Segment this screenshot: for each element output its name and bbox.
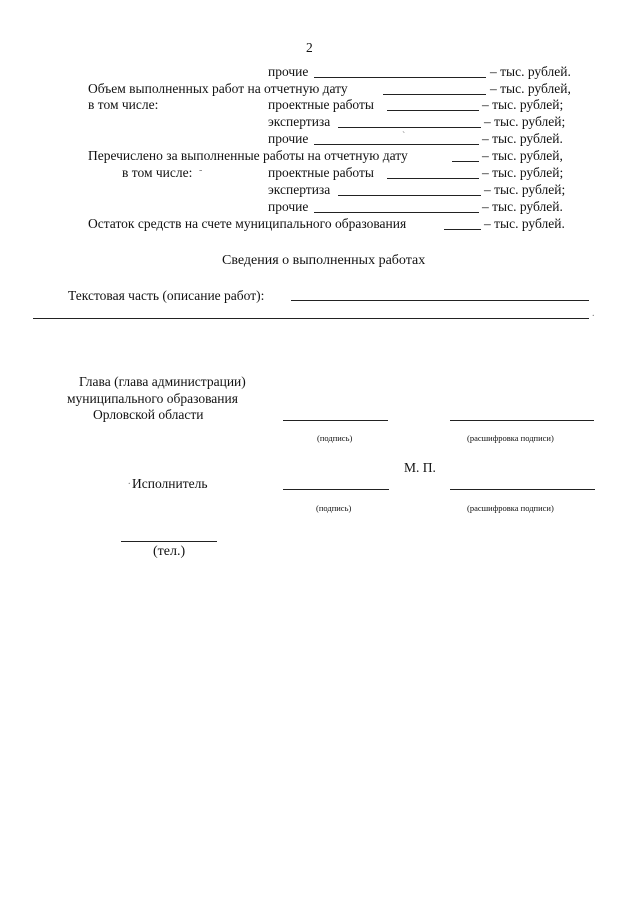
phone-label: (тел.) (153, 544, 186, 559)
scan-speck: . (128, 476, 131, 487)
row-other-1-blank (314, 77, 486, 78)
row-other-3-blank (314, 212, 479, 213)
row-design-2-unit: – тыс. рублей; (482, 165, 564, 180)
row-balance-label: Остаток средств на счете муниципального образования (88, 216, 407, 231)
row-expertise-2-label: экспертиза (268, 182, 331, 197)
row-design-2-label: проектные работы (268, 165, 374, 180)
scan-speck: - (199, 165, 203, 176)
head-signature-line (283, 420, 388, 421)
row-design-1-blank (387, 110, 479, 111)
phone-line (121, 541, 217, 542)
head-title-line-3: Орловской области (93, 407, 204, 422)
head-title-line-2: муниципального образования (67, 391, 238, 406)
row-other-1-unit: – тыс. рублей. (490, 64, 571, 79)
row-other-2-unit: – тыс. рублей. (482, 131, 563, 146)
row-balance-blank (444, 229, 481, 230)
scan-speck: ` (402, 131, 406, 142)
row-design-1-label: проектные работы (268, 97, 374, 112)
executor-label: Исполнитель (132, 476, 208, 491)
row-expertise-1-label: экспертиза (268, 114, 331, 129)
text-part-blank-1 (291, 300, 589, 301)
row-including-1-label: в том числе: (88, 97, 159, 112)
row-expertise-2-blank (338, 195, 481, 196)
text-part-blank-2 (33, 318, 589, 319)
head-decoding-caption: (расшифровка подписи) (467, 433, 554, 443)
scan-speck: . (592, 308, 595, 319)
row-completed-work-label: Объем выполненных работ на отчетную дату (88, 81, 348, 96)
row-other-3-unit: – тыс. рублей. (482, 199, 563, 214)
row-expertise-2-unit: – тыс. рублей; (484, 182, 566, 197)
head-decoding-line (450, 420, 594, 421)
row-transferred-blank (452, 161, 479, 162)
text-part-label: Текстовая часть (описание работ): (68, 288, 265, 303)
head-title-line-1: Глава (глава администрации) (79, 374, 246, 389)
row-expertise-1-blank (338, 127, 481, 128)
page-number: 2 (306, 40, 313, 55)
row-design-2-blank (387, 178, 479, 179)
stamp-place-label: М. П. (404, 460, 436, 475)
executor-decoding-line (450, 489, 595, 490)
row-other-2-blank (314, 144, 479, 145)
row-completed-work-unit: – тыс. рублей, (490, 81, 571, 96)
row-other-3-label: прочие (268, 199, 309, 214)
executor-signature-caption: (подпись) (316, 503, 352, 513)
row-balance-unit: – тыс. рублей. (484, 216, 565, 231)
executor-decoding-caption: (расшифровка подписи) (467, 503, 554, 513)
row-other-1-label: прочие (268, 64, 309, 79)
section-title: Сведения о выполненных работах (222, 253, 426, 268)
head-signature-caption: (подпись) (317, 433, 353, 443)
executor-signature-line (283, 489, 389, 490)
row-transferred-label: Перечислено за выполненные работы на отчетную дату (88, 148, 408, 163)
row-completed-work-blank (383, 94, 486, 95)
row-design-1-unit: – тыс. рублей; (482, 97, 564, 112)
row-expertise-1-unit: – тыс. рублей; (484, 114, 566, 129)
row-transferred-unit: – тыс. рублей, (482, 148, 563, 163)
row-other-2-label: прочие (268, 131, 309, 146)
row-including-2-label: в том числе: (122, 165, 193, 180)
